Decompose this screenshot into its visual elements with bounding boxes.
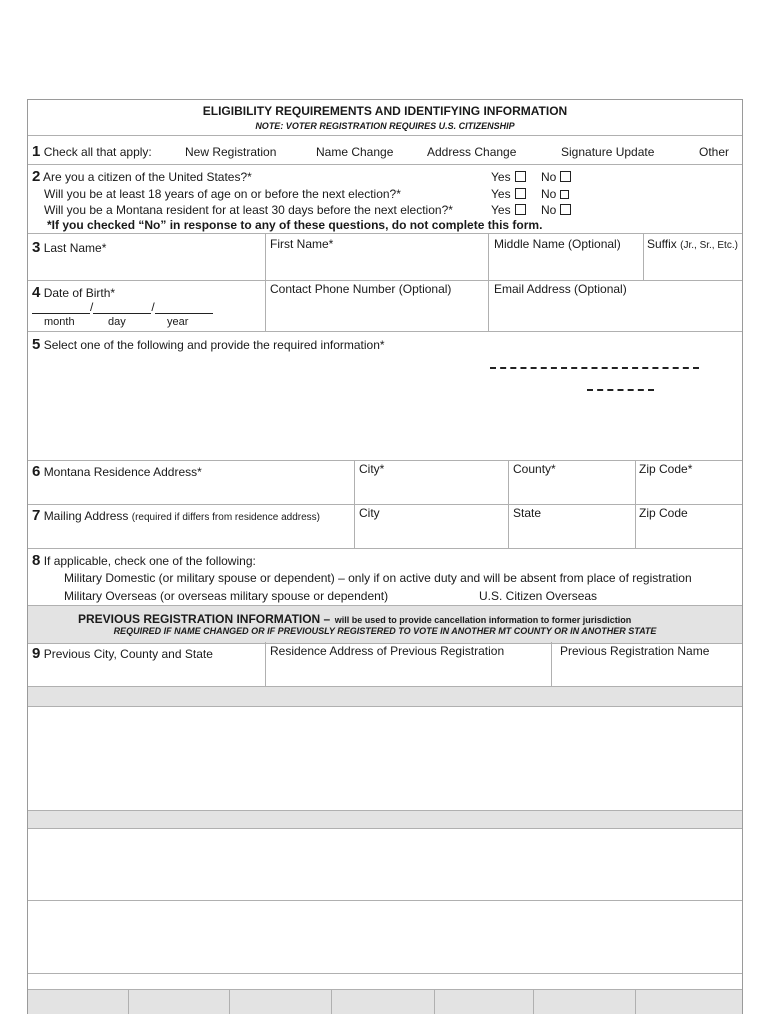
previous-name-field[interactable] bbox=[552, 662, 743, 685]
middle-name-field[interactable] bbox=[489, 234, 643, 279]
yes-label: Yes bbox=[491, 203, 511, 217]
previous-registration-note: REQUIRED IF NAME CHANGED OR IF PREVIOUSLY REGISTERED TO VOTE IN ANOTHER MT COUNTY OR IN ANOTHER STATE bbox=[113, 626, 657, 636]
yes-label: Yes bbox=[491, 187, 511, 201]
yes-option-residency[interactable] bbox=[491, 203, 526, 217]
mailing-address-hint: (required if differs from residence address) bbox=[131, 512, 320, 523]
military-text: If applicable, check one of the following: bbox=[43, 554, 256, 568]
id-select-text: Select one of the following and provide the required information* bbox=[43, 338, 385, 352]
dob-separator: / bbox=[90, 300, 94, 314]
id-select-label bbox=[32, 336, 385, 353]
option-military-domestic[interactable]: Military Domestic (or military spouse or dependent) – only if on active duty and will be absent from place of registration bbox=[64, 571, 692, 585]
residence-zip-field[interactable] bbox=[636, 477, 743, 503]
divider bbox=[28, 973, 742, 974]
section-1-label bbox=[32, 143, 152, 160]
residence-city-field[interactable] bbox=[355, 477, 508, 503]
dob-text: Date of Birth* bbox=[43, 286, 116, 300]
divider bbox=[28, 280, 742, 281]
citizenship-note: NOTE: VOTER REGISTRATION REQUIRES U.S. CITIZENSHIP bbox=[255, 121, 515, 131]
option-signature-update[interactable]: Signature Update bbox=[561, 145, 655, 159]
last-name-text: Last Name* bbox=[43, 241, 107, 255]
divider bbox=[28, 504, 742, 505]
military-label bbox=[32, 552, 256, 569]
question-citizen: Are you a citizen of the United States?* bbox=[43, 170, 252, 184]
eligibility-warning: *If you checked “No” in response to any of these questions, do not complete this form. bbox=[47, 218, 543, 232]
yes-checkbox[interactable] bbox=[515, 204, 526, 215]
county-field[interactable] bbox=[509, 477, 635, 503]
no-checkbox[interactable] bbox=[560, 204, 571, 215]
phone-field[interactable] bbox=[266, 297, 488, 330]
mailing-city-field[interactable] bbox=[355, 522, 508, 547]
option-citizen-overseas[interactable]: U.S. Citizen Overseas bbox=[479, 589, 598, 603]
previous-city-field[interactable] bbox=[28, 662, 265, 685]
mailing-zip-field[interactable] bbox=[636, 522, 743, 547]
no-option-citizen[interactable] bbox=[541, 170, 571, 184]
previous-address-field[interactable] bbox=[266, 662, 551, 685]
divider bbox=[128, 989, 129, 1014]
residence-zip-label: Zip Code* bbox=[639, 462, 693, 476]
mailing-zip-label: Zip Code bbox=[639, 506, 688, 520]
divider bbox=[533, 989, 534, 1014]
year-blank[interactable] bbox=[155, 303, 213, 314]
yes-label: Yes bbox=[491, 170, 511, 184]
yes-option-citizen[interactable] bbox=[491, 170, 526, 184]
suffix-field[interactable] bbox=[644, 234, 743, 279]
residence-address-text: Montana Residence Address* bbox=[43, 465, 202, 479]
mailing-state-field[interactable] bbox=[509, 522, 635, 547]
dob-field[interactable] bbox=[32, 300, 213, 314]
dob-separator: / bbox=[151, 300, 155, 314]
option-military-overseas[interactable]: Military Overseas (or overseas military spouse or dependent) bbox=[64, 589, 389, 603]
previous-city-label bbox=[32, 645, 213, 662]
question-residency: Will you be a Montana resident for at least 30 days before the next election?* bbox=[44, 203, 453, 217]
voter-registration-form bbox=[27, 99, 743, 1014]
section-number: 2 bbox=[32, 168, 41, 185]
no-label: No bbox=[541, 187, 557, 201]
month-blank[interactable] bbox=[32, 303, 90, 314]
divider bbox=[635, 989, 636, 1014]
dob-label bbox=[32, 284, 115, 301]
divider bbox=[331, 989, 332, 1014]
residence-city-label: City* bbox=[359, 462, 385, 476]
divider bbox=[28, 900, 742, 901]
section-number: 7 bbox=[32, 507, 41, 524]
day-caption: day bbox=[108, 316, 126, 328]
section-number: 8 bbox=[32, 552, 41, 569]
mailing-address-text: Mailing Address bbox=[43, 509, 129, 523]
yes-checkbox[interactable] bbox=[515, 171, 526, 182]
check-all-label: Check all that apply: bbox=[43, 145, 152, 159]
mailing-state-label: State bbox=[513, 506, 542, 520]
residence-address-field[interactable] bbox=[28, 477, 354, 503]
divider bbox=[434, 989, 435, 1014]
no-option-residency[interactable] bbox=[541, 203, 571, 217]
option-other[interactable]: Other bbox=[699, 145, 730, 159]
middle-name-label: Middle Name (Optional) bbox=[494, 237, 621, 251]
no-label: No bbox=[541, 203, 557, 217]
last-name-field[interactable] bbox=[28, 234, 265, 279]
suffix-text: Suffix bbox=[647, 237, 677, 251]
id-number-blank[interactable] bbox=[490, 367, 699, 369]
no-checkbox[interactable] bbox=[560, 171, 571, 182]
year-caption: year bbox=[167, 316, 189, 328]
phone-label: Contact Phone Number (Optional) bbox=[270, 282, 452, 296]
divider bbox=[28, 164, 742, 165]
mailing-address-label bbox=[32, 507, 320, 524]
divider bbox=[229, 989, 230, 1014]
no-checkbox[interactable] bbox=[560, 190, 569, 199]
mailing-address-field[interactable] bbox=[28, 524, 354, 547]
ssn-last-four-blank[interactable] bbox=[587, 389, 654, 391]
section-number: 1 bbox=[32, 143, 41, 160]
divider bbox=[28, 331, 742, 332]
previous-city-text: Previous City, County and State bbox=[43, 647, 213, 661]
previous-address-label: Residence Address of Previous Registration bbox=[270, 644, 505, 658]
divider bbox=[28, 135, 742, 136]
yes-checkbox[interactable] bbox=[515, 188, 526, 199]
divider bbox=[28, 548, 742, 549]
first-name-field[interactable] bbox=[266, 234, 488, 279]
option-address-change[interactable]: Address Change bbox=[427, 145, 517, 159]
previous-name-label: Previous Registration Name bbox=[560, 644, 710, 658]
section-band bbox=[28, 686, 742, 707]
option-name-change[interactable]: Name Change bbox=[316, 145, 394, 159]
form-title: ELIGIBILITY REQUIREMENTS AND IDENTIFYING INFORMATION bbox=[202, 104, 568, 118]
email-field[interactable] bbox=[489, 297, 743, 330]
section-number: 5 bbox=[32, 336, 41, 353]
blank-section bbox=[28, 706, 743, 810]
previous-title-subtext: will be used to provide cancellation information to former jurisdiction bbox=[334, 615, 632, 625]
first-name-label: First Name* bbox=[270, 237, 334, 251]
section-band bbox=[28, 810, 742, 829]
yes-option-age[interactable] bbox=[491, 187, 526, 201]
suffix-hint: (Jr., Sr., Etc.) bbox=[680, 240, 738, 251]
section-number: 3 bbox=[32, 239, 41, 256]
no-option-age[interactable] bbox=[541, 187, 569, 201]
question-age: Will you be at least 18 years of age on or before the next election?* bbox=[44, 187, 401, 201]
day-blank[interactable] bbox=[93, 303, 151, 314]
option-new-registration[interactable]: New Registration bbox=[185, 145, 277, 159]
previous-title-text: PREVIOUS REGISTRATION INFORMATION – bbox=[78, 612, 331, 626]
mailing-city-label: City bbox=[359, 506, 380, 520]
county-label: County* bbox=[513, 462, 556, 476]
section-number: 6 bbox=[32, 463, 41, 480]
no-label: No bbox=[541, 170, 557, 184]
section-number: 9 bbox=[32, 645, 41, 662]
section-number: 4 bbox=[32, 284, 41, 301]
citizen-question bbox=[32, 168, 252, 185]
email-label: Email Address (Optional) bbox=[494, 282, 627, 296]
month-caption: month bbox=[44, 316, 75, 328]
